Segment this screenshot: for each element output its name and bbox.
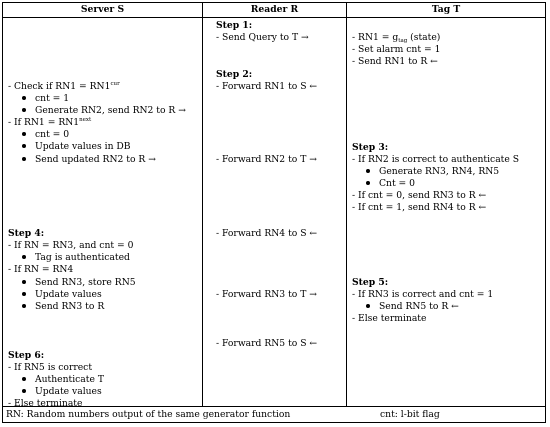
tag-step5-title: Step 5: (352, 277, 389, 288)
tag-step3-title: Step 3: (352, 142, 389, 153)
server-step4-condition-rn4: - If RN = RN4 (8, 264, 74, 275)
bullet-icon (22, 144, 26, 148)
bullet-icon (22, 292, 26, 296)
tag-step3-bullet: Generate RN3, RN4, RN5 (366, 166, 499, 178)
column-divider (202, 3, 203, 406)
server-step4-bullet: Tag is authenticated (22, 252, 130, 264)
server-step6-bullet: Authenticate T (22, 374, 104, 386)
bullet-icon (366, 304, 370, 308)
protocol-table (2, 2, 546, 423)
server-next-bullet: Send updated RN2 to R → (22, 154, 156, 166)
header-tag: Tag T (431, 4, 461, 15)
server-next-bullet: Update values in DB (22, 141, 131, 153)
tag-set-alarm: - Set alarm cnt = 1 (352, 44, 441, 55)
reader-forward-rn3: - Forward RN3 to T → (216, 289, 317, 300)
server-step6-title: Step 6: (8, 350, 45, 361)
tag-rn1-generate: - $RN1 = g_{tag}$ (state) (352, 32, 441, 44)
bullet-icon (22, 389, 26, 393)
bullet-icon (22, 132, 26, 136)
reader-step1-title: Step 1: (216, 20, 253, 31)
bullet-icon (366, 181, 370, 185)
server-step4-bullet: Send RN3, store RN5 (22, 277, 136, 289)
server-step4-bullet: Update values (22, 289, 102, 301)
server-step4-bullet: Send RN3 to R (22, 301, 104, 313)
reader-forward-rn1: - Forward RN1 to S ← (216, 81, 318, 92)
bullet-icon (22, 280, 26, 284)
server-check-rn1cur: - Check if $RN1 = RN1^{cur}$ (8, 81, 120, 92)
reader-forward-rn2: - Forward RN2 to T → (216, 154, 317, 165)
server-step6-else: - Else terminate (8, 398, 83, 409)
server-next-bullet: cnt = 0 (22, 129, 69, 141)
reader-forward-rn5: - Forward RN5 to S ← (216, 338, 318, 349)
server-check-bullet: cnt = 1 (22, 93, 69, 105)
tag-step5-bullet: Send RN5 to R ← (366, 301, 459, 313)
header-reader: Reader R (250, 4, 299, 15)
reader-step2-title: Step 2: (216, 69, 253, 80)
server-check-bullet: Generate RN2, send RN2 to R → (22, 105, 186, 117)
reader-send-query: - Send Query to T → (216, 32, 309, 43)
header-divider (3, 17, 545, 18)
footer-rn-note: RN: Random numbers output of the same generator function (6, 409, 291, 420)
tag-step3-condition: - If RN2 is correct to authenticate S (352, 154, 520, 165)
bullet-icon (22, 108, 26, 112)
bullet-icon (22, 157, 26, 161)
server-step4-condition-rn3: - If RN = RN3, and cnt = 0 (8, 240, 134, 251)
tag-step3-cnt0: - If cnt = 0, send RN3 to R ← (352, 190, 487, 201)
tag-step5-else: - Else terminate (352, 313, 427, 324)
server-step6-bullet: Update values (22, 386, 102, 398)
server-check-rn1next: - If $RN1 = RN1^{next}$ (8, 117, 92, 128)
bullet-icon (366, 169, 370, 173)
bullet-icon (22, 377, 26, 381)
tag-step5-condition: - If RN3 is correct and cnt = 1 (352, 289, 494, 300)
tag-step3-cnt1: - If cnt = 1, send RN4 to R ← (352, 202, 487, 213)
bullet-icon (22, 255, 26, 259)
footer-cnt-note: cnt: l-bit flag (380, 409, 440, 420)
reader-forward-rn4: - Forward RN4 to S ← (216, 228, 318, 239)
server-step4-title: Step 4: (8, 228, 45, 239)
header-server: Server S (80, 4, 125, 15)
tag-step3-bullet: Cnt = 0 (366, 178, 415, 190)
bullet-icon (22, 304, 26, 308)
bullet-icon (22, 96, 26, 100)
tag-send-rn1: - Send RN1 to R ← (352, 56, 438, 67)
server-step6-condition: - If RN5 is correct (8, 362, 93, 373)
footer-divider (3, 406, 545, 407)
column-divider (346, 3, 347, 406)
